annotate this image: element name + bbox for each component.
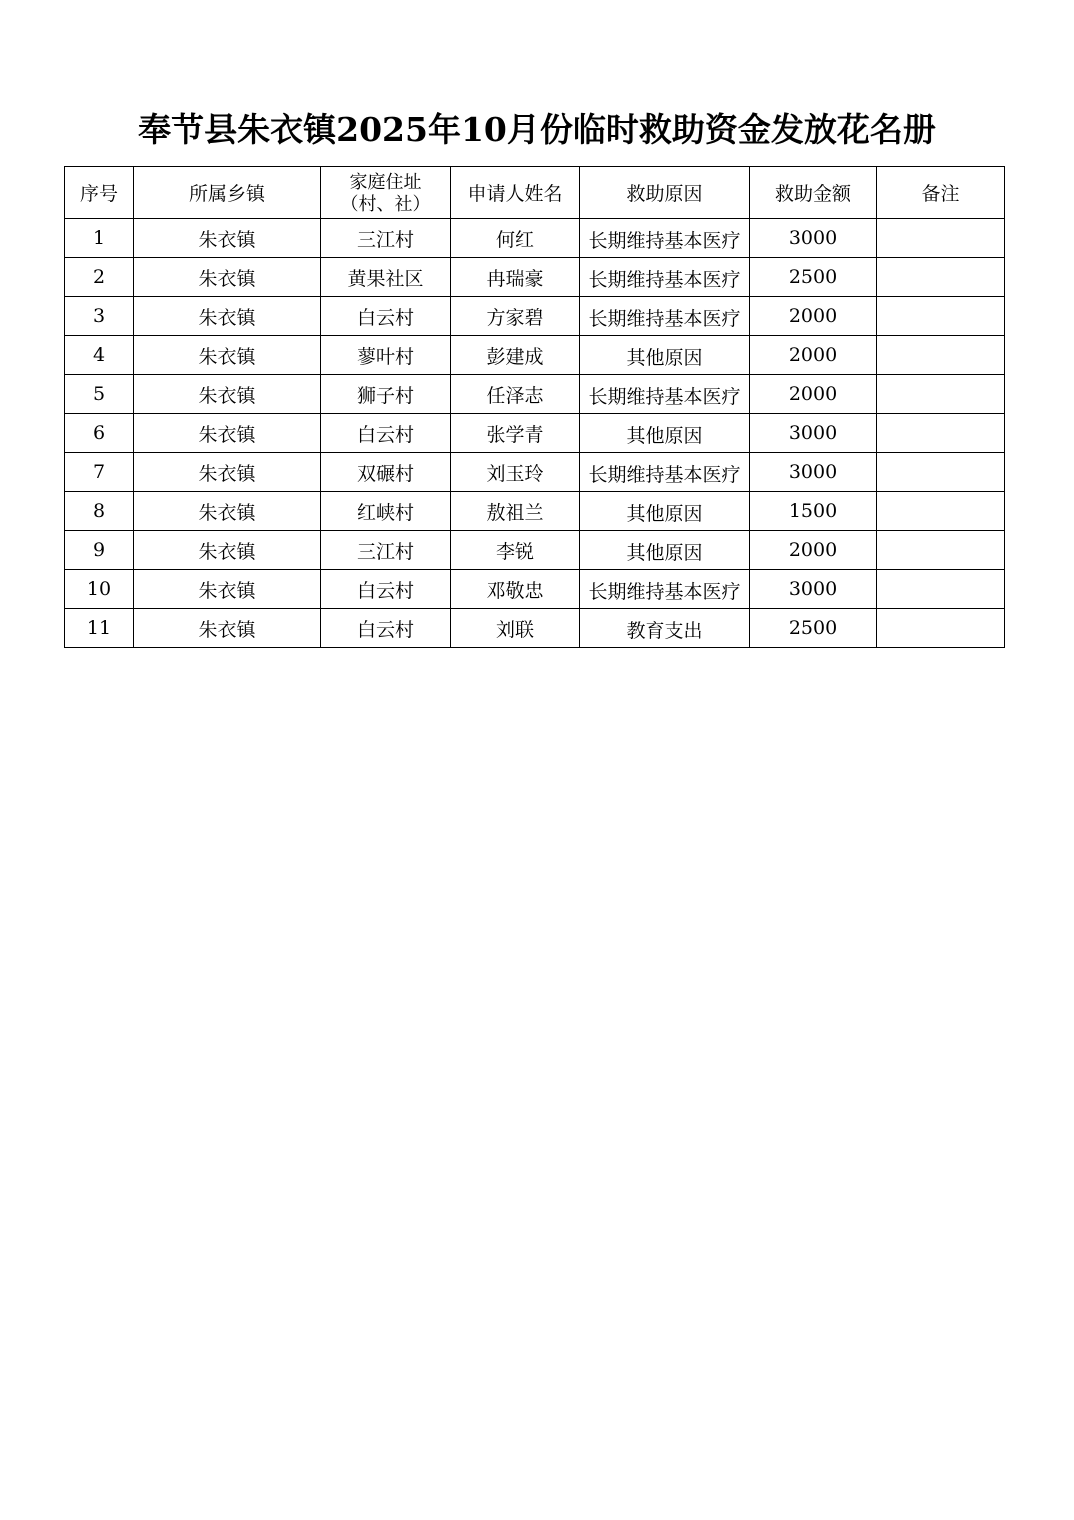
cell-applicant: 张学青 <box>451 414 580 453</box>
cell-town: 朱衣镇 <box>134 336 321 375</box>
table-row <box>65 258 1005 297</box>
cell-reason-text: 长期维持基本医疗 <box>588 308 741 330</box>
cell-reason <box>580 414 750 453</box>
table-row <box>65 375 1005 414</box>
cell-note <box>877 492 1005 531</box>
cell-amount: 3000 <box>750 570 877 609</box>
cell-index: 9 <box>65 531 134 570</box>
header-town: 所属乡镇 <box>134 167 321 219</box>
cell-applicant: 何红 <box>451 219 580 258</box>
cell-amount: 3000 <box>750 414 877 453</box>
cell-note <box>877 219 1005 258</box>
cell-town: 朱衣镇 <box>134 492 321 531</box>
cell-reason-text: 其他原因 <box>626 503 703 525</box>
table-row <box>65 336 1005 375</box>
cell-applicant: 彭建成 <box>451 336 580 375</box>
cell-address: 白云村 <box>321 297 451 336</box>
cell-index: 6 <box>65 414 134 453</box>
cell-amount: 1500 <box>750 492 877 531</box>
header-address <box>321 167 451 219</box>
cell-applicant: 冉瑞豪 <box>451 258 580 297</box>
header-amount: 救助金额 <box>750 167 877 219</box>
header-index: 序号 <box>65 167 134 219</box>
cell-address: 三江村 <box>321 219 451 258</box>
cell-amount: 2000 <box>750 531 877 570</box>
cell-reason <box>580 453 750 492</box>
header-note: 备注 <box>877 167 1005 219</box>
cell-reason <box>580 375 750 414</box>
cell-address: 双碾村 <box>321 453 451 492</box>
cell-index: 3 <box>65 297 134 336</box>
cell-town: 朱衣镇 <box>134 531 321 570</box>
cell-amount: 2000 <box>750 336 877 375</box>
header-applicant: 申请人姓名 <box>451 167 580 219</box>
cell-reason-text: 其他原因 <box>626 542 703 564</box>
cell-town: 朱衣镇 <box>134 570 321 609</box>
cell-applicant: 任泽志 <box>451 375 580 414</box>
cell-address: 三江村 <box>321 531 451 570</box>
cell-reason <box>580 492 750 531</box>
cell-amount: 2000 <box>750 297 877 336</box>
table-row <box>65 609 1005 648</box>
table-row <box>65 570 1005 609</box>
cell-note <box>877 570 1005 609</box>
cell-reason <box>580 531 750 570</box>
page-title: 奉节县朱衣镇2025年10月份临时救助资金发放花名册 <box>138 110 936 149</box>
cell-reason-text: 其他原因 <box>626 347 703 369</box>
cell-note <box>877 453 1005 492</box>
cell-amount: 2000 <box>750 375 877 414</box>
cell-address: 白云村 <box>321 414 451 453</box>
cell-reason <box>580 297 750 336</box>
cell-address: 白云村 <box>321 609 451 648</box>
cell-reason-text: 长期维持基本医疗 <box>588 464 741 486</box>
header-address-label: 家庭住址（村、社） <box>340 171 431 215</box>
cell-note <box>877 375 1005 414</box>
table-row <box>65 414 1005 453</box>
cell-reason-text: 教育支出 <box>626 620 703 642</box>
cell-address: 蓼叶村 <box>321 336 451 375</box>
table-row <box>65 531 1005 570</box>
cell-reason-text: 长期维持基本医疗 <box>588 269 741 291</box>
cell-note <box>877 258 1005 297</box>
cell-address: 红峡村 <box>321 492 451 531</box>
cell-index: 4 <box>65 336 134 375</box>
cell-town: 朱衣镇 <box>134 375 321 414</box>
cell-reason-text: 长期维持基本医疗 <box>588 386 741 408</box>
cell-index: 10 <box>65 570 134 609</box>
cell-reason-text: 长期维持基本医疗 <box>588 230 741 252</box>
cell-reason-text: 长期维持基本医疗 <box>588 581 741 603</box>
cell-applicant: 李锐 <box>451 531 580 570</box>
cell-applicant: 刘玉玲 <box>451 453 580 492</box>
cell-index: 2 <box>65 258 134 297</box>
cell-amount: 3000 <box>750 453 877 492</box>
cell-town: 朱衣镇 <box>134 219 321 258</box>
cell-town: 朱衣镇 <box>134 453 321 492</box>
relief-roster-table <box>64 166 1005 648</box>
cell-note <box>877 531 1005 570</box>
cell-applicant: 敖祖兰 <box>451 492 580 531</box>
cell-index: 5 <box>65 375 134 414</box>
cell-town: 朱衣镇 <box>134 258 321 297</box>
cell-applicant: 刘联 <box>451 609 580 648</box>
cell-applicant: 邓敬忠 <box>451 570 580 609</box>
cell-address: 黄果社区 <box>321 258 451 297</box>
cell-town: 朱衣镇 <box>134 609 321 648</box>
cell-town: 朱衣镇 <box>134 414 321 453</box>
cell-reason <box>580 609 750 648</box>
cell-note <box>877 297 1005 336</box>
cell-note <box>877 336 1005 375</box>
cell-reason <box>580 336 750 375</box>
table-row <box>65 492 1005 531</box>
cell-address: 白云村 <box>321 570 451 609</box>
cell-reason-text: 其他原因 <box>626 425 703 447</box>
cell-applicant: 方家碧 <box>451 297 580 336</box>
cell-index: 8 <box>65 492 134 531</box>
cell-address: 狮子村 <box>321 375 451 414</box>
cell-town: 朱衣镇 <box>134 297 321 336</box>
header-reason: 救助原因 <box>580 167 750 219</box>
cell-index: 1 <box>65 219 134 258</box>
cell-amount: 2500 <box>750 258 877 297</box>
cell-note <box>877 414 1005 453</box>
cell-reason <box>580 570 750 609</box>
table-body <box>65 219 1005 648</box>
table-row <box>65 297 1005 336</box>
cell-index: 7 <box>65 453 134 492</box>
table-row <box>65 453 1005 492</box>
cell-amount: 2500 <box>750 609 877 648</box>
cell-amount: 3000 <box>750 219 877 258</box>
cell-reason <box>580 219 750 258</box>
cell-reason <box>580 258 750 297</box>
table-row <box>65 219 1005 258</box>
cell-index: 11 <box>65 609 134 648</box>
table-header-row <box>65 167 1005 219</box>
cell-note <box>877 609 1005 648</box>
